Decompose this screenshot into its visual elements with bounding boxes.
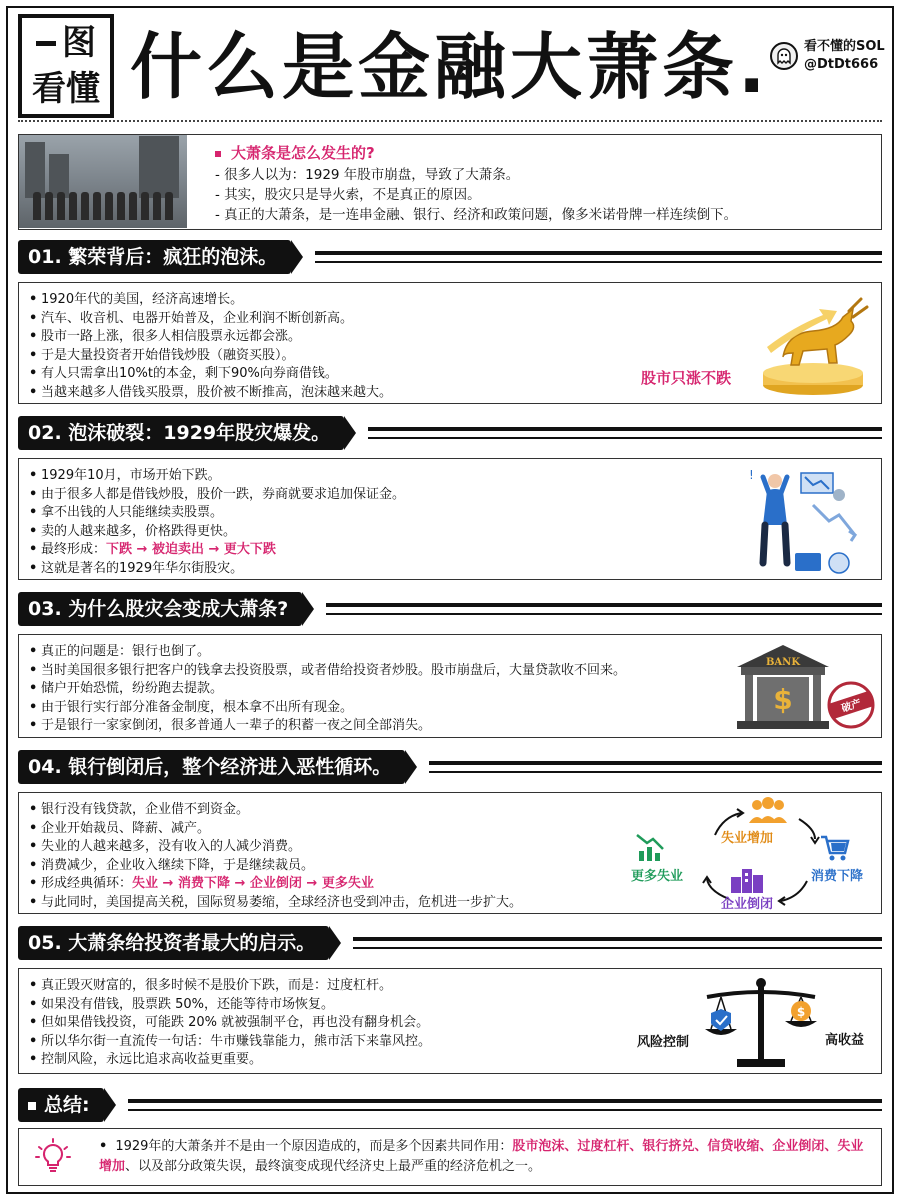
section-title: 05. 大萧条给投资者最大的启示。 bbox=[18, 926, 329, 960]
list-item: • 失业的人越来越多，没有收入的人减少消费。 bbox=[29, 838, 522, 857]
list-item bbox=[29, 875, 522, 894]
page-title: 什么是金融大萧条. bbox=[130, 25, 770, 109]
section-title: 04. 银行倒闭后，整个经济进入恶性循环。 bbox=[18, 750, 405, 784]
list-item: • 于是银行一家家倒闭，很多普通人一辈子的积蓄一夜之间全部消失。 bbox=[29, 717, 626, 736]
intro-line: - 真正的大萧条，是一连串金融、银行、经济和政策问题，像多米诺骨牌一样连续倒下。 bbox=[215, 207, 738, 223]
summary-text-after: 、以及部分政策失误，最终演变成现代经济史上最严重的经济危机之一。 bbox=[125, 1159, 542, 1174]
intro-question: 大萧条是怎么发生的? bbox=[231, 144, 375, 162]
section-header-03 bbox=[18, 592, 882, 626]
section-box-05 bbox=[18, 968, 882, 1074]
summary-title-text: 总结: bbox=[44, 1094, 90, 1116]
scale-left-label: 风险控制 bbox=[637, 1035, 690, 1050]
intro-line: - 很多人以为：1929 年股市崩盘，导致了大萧条。 bbox=[215, 167, 520, 183]
scale-right-label: 高收益 bbox=[825, 1033, 865, 1048]
section-header-02 bbox=[18, 416, 882, 450]
list-item: • 如果没有借钱，股票跌 50%，还能等待市场恢复。 bbox=[29, 996, 431, 1015]
list-item: • 汽车、收音机、电器开始普及，企业利润不断创新高。 bbox=[29, 310, 392, 329]
cycle-prefix: 形成经典循环： bbox=[41, 876, 133, 892]
breadline-photo bbox=[19, 135, 187, 228]
cycle-prefix: 最终形成： bbox=[41, 542, 107, 558]
cycle-label-bottom: 企业倒闭 bbox=[721, 897, 774, 912]
list-item: • 真正毁灭财富的，很多时候不是股价下跌，而是：过度杠杆。 bbox=[29, 977, 431, 996]
bankrupt-stamp: 破产 bbox=[840, 698, 863, 715]
ghost-icon bbox=[774, 46, 794, 66]
section-box-04 bbox=[18, 792, 882, 914]
list-item: • 拿不出钱的人只能继续卖股票。 bbox=[29, 504, 405, 523]
logo-line2: 看懂 bbox=[32, 69, 100, 109]
avatar bbox=[770, 42, 798, 70]
list-item: • 这就是著名的1929年华尔街股灾。 bbox=[29, 560, 405, 579]
bull-caption: 股市只涨不跌 bbox=[641, 369, 732, 387]
list-item: • 1920年代的美国，经济高速增长。 bbox=[29, 291, 392, 310]
bank-bankrupt-icon bbox=[727, 639, 877, 735]
list-item: • 储户开始恐慌，纷纷跑去提款。 bbox=[29, 680, 626, 699]
cycle-highlight: 失业 → 消费下降 → 企业倒闭 → 更多失业 bbox=[132, 876, 374, 892]
summary-text bbox=[99, 1137, 869, 1177]
list-item: • 当越来越多人借钱买股票，股价被不断推高，泡沫越来越大。 bbox=[29, 384, 392, 403]
cycle-highlight: 下跌 → 被迫卖出 → 更大下跌 bbox=[106, 542, 276, 558]
bullet-square-icon bbox=[215, 151, 221, 157]
list-item: • 控制风险，永远比追求高收益更重要。 bbox=[29, 1051, 431, 1070]
declining-chart-icon bbox=[635, 831, 667, 863]
list-item: • 所以华尔街一直流传一句话：牛市赚钱靠能力，熊市活下来靠风控。 bbox=[29, 1033, 431, 1052]
summary-text-before: 1929年的大萧条并不是由一个原因造成的，而是多个因素共同作用： bbox=[115, 1139, 513, 1154]
list-item: • 银行没有钱贷款，企业借不到资金。 bbox=[29, 801, 522, 820]
section-header-05 bbox=[18, 926, 882, 960]
cycle-label-top: 失业增加 bbox=[721, 831, 774, 846]
list-item: • 有人只需拿出10%t的本金，剩下90%向券商借钱。 bbox=[29, 365, 392, 384]
list-item: • 当时美国很多银行把客户的钱拿去投资股票，或者借给投资者炒股。股市崩盘后，大量贷款收不回来。 bbox=[29, 662, 626, 681]
section-box-03 bbox=[18, 634, 882, 738]
author-name: 看不懂的SOL bbox=[804, 39, 885, 54]
svg-text:!: ! bbox=[749, 468, 754, 482]
logo-badge bbox=[18, 14, 114, 118]
list-item: • 1929年10月，市场开始下跌。 bbox=[29, 467, 405, 486]
people-group-icon bbox=[745, 797, 791, 825]
list-item: • 真正的问题是：银行也倒了。 bbox=[29, 643, 626, 662]
logo-line1: 图 bbox=[62, 23, 96, 63]
list-item: • 但如果借钱投资，可能跌 20% 就被强制平仓，再也没有翻身机会。 bbox=[29, 1014, 431, 1033]
list-item: • 于是大量投资者开始借钱炒股（融资买股）。 bbox=[29, 347, 392, 366]
cycle-label-left: 更多失业 bbox=[631, 869, 684, 884]
section-header-04 bbox=[18, 750, 882, 784]
golden-bull-icon bbox=[753, 287, 873, 399]
section-title: 03. 为什么股灾会变成大萧条? bbox=[18, 592, 302, 626]
svg-text:$: $ bbox=[796, 1005, 806, 1019]
stock-crash-icon bbox=[743, 463, 863, 577]
list-item bbox=[29, 541, 405, 560]
shopping-cart-icon bbox=[819, 833, 851, 863]
section-title: 01. 繁荣背后：疯狂的泡沫。 bbox=[18, 240, 291, 274]
intro-line: - 其实，股灾只是导火索，不是真正的原因。 bbox=[215, 187, 481, 203]
summary-box bbox=[18, 1128, 882, 1186]
summary-header bbox=[18, 1088, 882, 1122]
logo-dash bbox=[36, 41, 56, 46]
cycle-label-right: 消费下降 bbox=[811, 869, 864, 884]
list-item: • 消费减少，企业收入继续下降，于是继续裁员。 bbox=[29, 857, 522, 876]
bank-sign: BANK bbox=[765, 657, 801, 668]
author-handle: @DtDt666 bbox=[804, 57, 879, 72]
list-item: • 由于很多人都是借钱炒股，股价一跌，券商就要求追加保证金。 bbox=[29, 486, 405, 505]
header-divider bbox=[18, 120, 882, 122]
list-item: • 卖的人越来越多，价格跌得更快。 bbox=[29, 523, 405, 542]
lightbulb-icon bbox=[33, 1137, 73, 1177]
list-item: • 由于银行实行部分准备金制度，根本拿不出所有现金。 bbox=[29, 699, 626, 718]
balance-scale-icon bbox=[699, 973, 823, 1071]
section-box-02 bbox=[18, 458, 882, 580]
author-tag bbox=[770, 38, 885, 74]
summary-title bbox=[18, 1088, 104, 1122]
list-item: • 股市一路上涨，很多人相信股票永远都会涨。 bbox=[29, 328, 392, 347]
list-item: • 与此同时，美国提高关税，国际贸易萎缩，全球经济也受到冲击，危机进一步扩大。 bbox=[29, 894, 522, 913]
section-box-01 bbox=[18, 282, 882, 404]
svg-text:$: $ bbox=[773, 683, 793, 716]
list-item: • 企业开始裁员、降薪、减产。 bbox=[29, 820, 522, 839]
intro-box bbox=[18, 134, 882, 230]
section-title: 02. 泡沫破裂：1929年股灾爆发。 bbox=[18, 416, 344, 450]
summary-highlight: 股市泡沫、过度杠杆、银行挤兑、信贷收缩、企业倒闭、失业增加 bbox=[99, 1139, 864, 1174]
section-header-01 bbox=[18, 240, 882, 274]
buildings-icon bbox=[729, 867, 765, 893]
